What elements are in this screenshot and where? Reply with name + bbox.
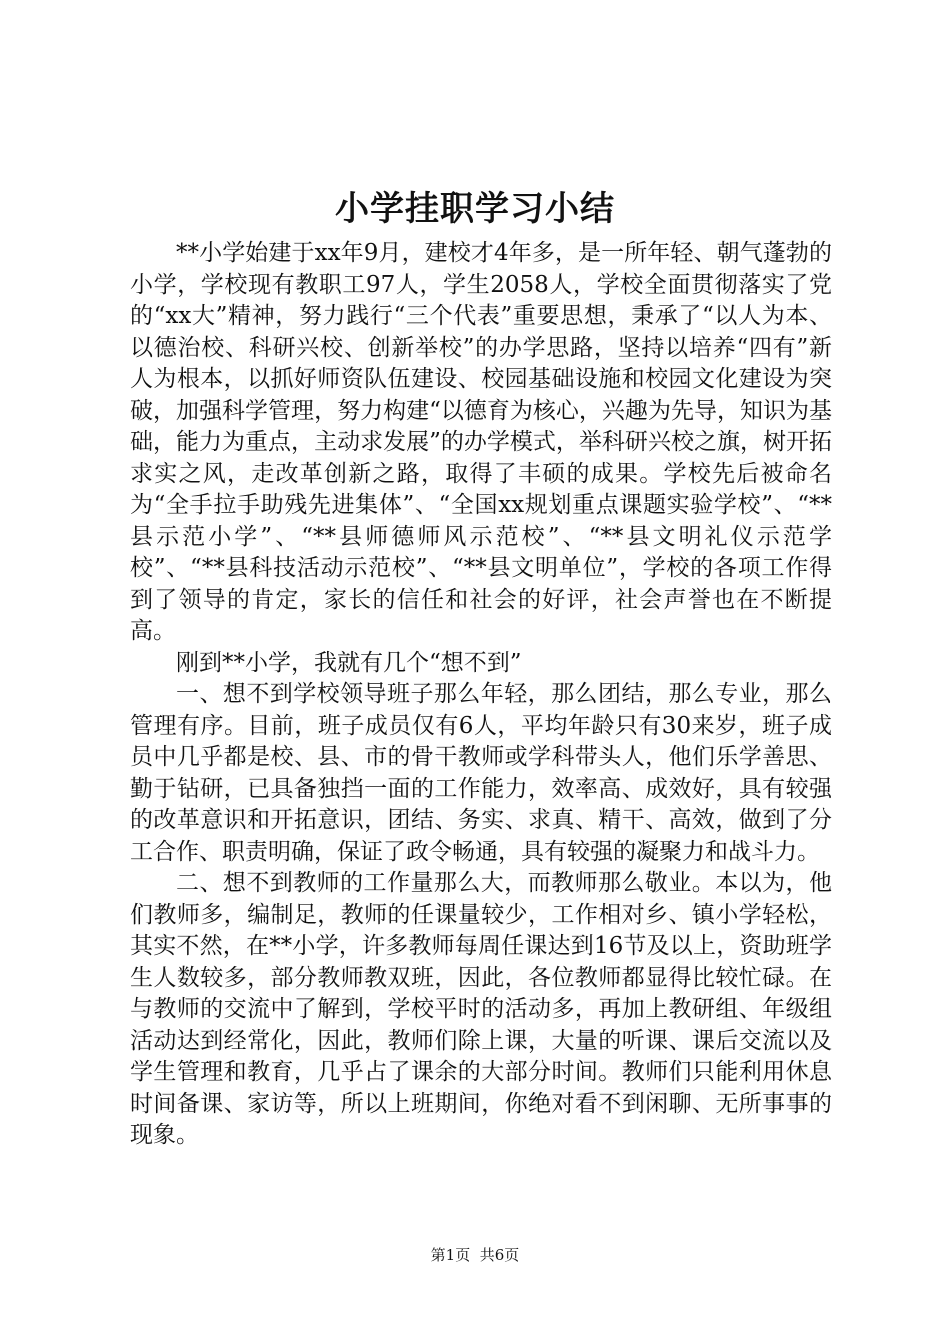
page-total: 共6页 xyxy=(479,1246,520,1264)
document-title: 小学挂职学习小结 xyxy=(335,189,615,229)
body-paragraph: **小学始建于xx年9月，建校才4年多，是一所年轻、朝气蓬勃的小学，学校现有教职工97人，学生2058人，学校全面贯彻落实了党的“xx大”精神，努力践行“三个代表”重要思想，秉承了“以人为本、以德治校、科研兴校、创新举校”的办学思路，坚持以培养“四有”新人为根本，以抓好师资队伍建设、校园基础设施和校园文化建设为突破，加强科学管理，努力构建“以德育为核心，兴趣为先导，知识为基础，能力为重点，主动求发展”的办学模式，举科研兴校之旗，树开拓求实之风，走改革创新之路，取得了丰硕的成果。学校先后被命名为“全手拉手助残先进集体”、“全国xx规划重点课题实验学校”、“**县示范小学”、“**县师德师风示范校”、“**县文明礼仪示范学校”、“**县科技活动示范校”、“**县文明单位”，学校的各项工作得到了领导的肯定，家长的信任和社会的好评，社会声誉也在不断提高。 xyxy=(130,240,832,644)
page-number: 第1页 xyxy=(430,1246,471,1264)
page-footer xyxy=(0,1245,950,1265)
document-body xyxy=(130,238,832,1152)
body-paragraph: 一、想不到学校领导班子那么年轻，那么团结，那么专业，那么管理有序。目前，班子成员仅有6人，平均年龄只有30来岁，班子成员中几乎都是校、县、市的骨干教师或学科带头人，他们乐学善思、勤于钻研，已具备独挡一面的工作能力，效率高、成效好，具有较强的改革意识和开拓意识，团结、务实、求真、精干、高效，做到了分工合作、职责明确，保证了政令畅通，具有较强的凝聚力和战斗力。 xyxy=(130,681,832,865)
body-paragraph: 刚到**小学，我就有几个“想不到” xyxy=(176,649,522,676)
body-paragraph: 二、想不到教师的工作量那么大，而教师那么敬业。本以为，他们教师多，编制足，教师的任课量较少，工作相对乡、镇小学轻松，其实不然，在**小学，许多教师每周任课达到16节及以上，资助班学生人数较多，部分教师教双班，因此，各位教师都显得比较忙碌。在与教师的交流中了解到，学校平时的活动多，再加上教研组、年级组活动达到经常化，因此，教师们除上课，大量的听课、课后交流以及学生管理和教育，几乎占了课余的大部分时间。教师们只能利用休息时间备课、家访等，所以上班期间，你绝对看不到闲聊、无所事事的现象。 xyxy=(130,870,832,1148)
footer-spacer xyxy=(470,1246,480,1264)
